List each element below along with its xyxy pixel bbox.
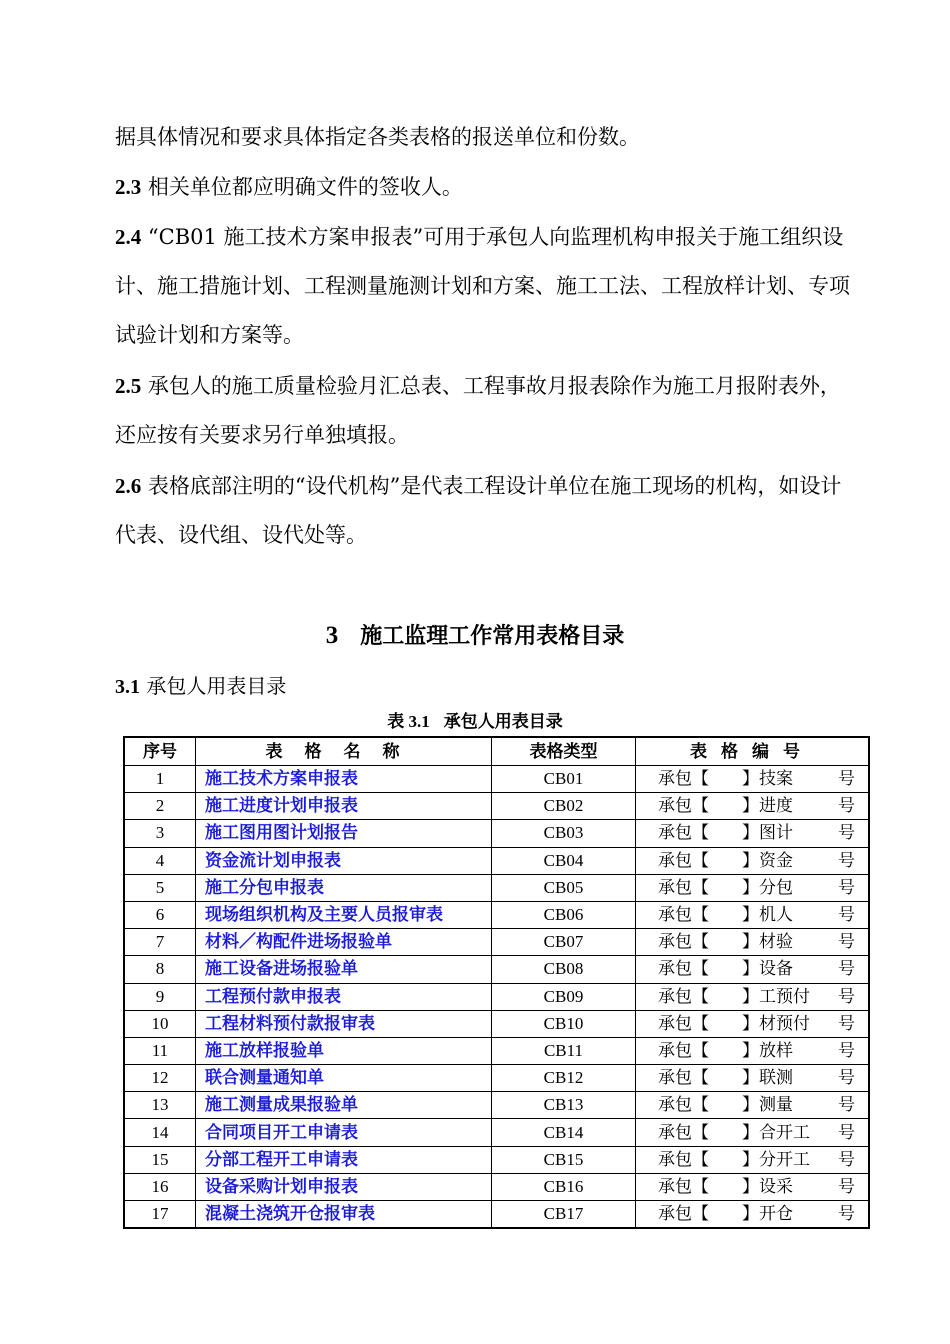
- form-name-link[interactable]: 施工进度计划申报表: [196, 793, 492, 820]
- form-code: [636, 1010, 870, 1037]
- table-row: [124, 1201, 869, 1229]
- row-index: 17: [124, 1201, 196, 1229]
- code-bracket: 】: [742, 1149, 759, 1170]
- code-suffix: 号: [838, 796, 855, 817]
- code-abbrev: [742, 1066, 838, 1090]
- code-value: 工预付: [759, 986, 810, 1007]
- row-index: 2: [124, 793, 196, 820]
- form-type: CB02: [492, 793, 636, 820]
- form-type: CB17: [492, 1201, 636, 1229]
- code-bracket: 】: [742, 905, 759, 926]
- table-header-row: [124, 737, 869, 766]
- code-suffix: 号: [838, 1122, 855, 1143]
- code-value: 技案: [759, 769, 793, 790]
- row-index: 4: [124, 847, 196, 874]
- table-caption-title: 承包人用表目录: [443, 712, 563, 732]
- form-type: CB07: [492, 929, 636, 956]
- paragraph-2-4: [115, 213, 860, 360]
- paragraph-2-5: [115, 362, 860, 460]
- table-row: [124, 901, 869, 928]
- form-code: [636, 1119, 870, 1146]
- section-heading: [0, 618, 950, 654]
- form-type: CB05: [492, 874, 636, 901]
- form-type: CB04: [492, 847, 636, 874]
- form-code: [636, 1146, 870, 1173]
- table-row: [124, 983, 869, 1010]
- form-name-link[interactable]: 施工放样报验单: [196, 1037, 492, 1064]
- code-prefix: 承包【: [658, 1122, 709, 1143]
- code-bracket: 】: [742, 796, 759, 817]
- code-bracket: 】: [742, 1013, 759, 1034]
- form-type: CB09: [492, 983, 636, 1010]
- form-type: CB12: [492, 1065, 636, 1092]
- table-row: [124, 847, 869, 874]
- code-value: 机人: [759, 905, 793, 926]
- row-index: 16: [124, 1173, 196, 1200]
- code-bracket: 】: [742, 1068, 759, 1089]
- code-bracket: 】: [742, 877, 759, 898]
- form-code: [636, 929, 870, 956]
- form-code: [636, 1092, 870, 1119]
- code-suffix: 号: [838, 986, 855, 1007]
- form-type: CB16: [492, 1173, 636, 1200]
- subsection-title: 承包人用表目录: [146, 674, 287, 698]
- code-prefix: 承包【: [658, 986, 709, 1007]
- code-abbrev: [742, 957, 838, 981]
- form-name-link[interactable]: 施工技术方案申报表: [196, 766, 492, 793]
- code-abbrev: [742, 849, 838, 873]
- code-bracket: 】: [742, 1122, 759, 1143]
- section-number: 3: [325, 622, 339, 649]
- header-code: 表格编号: [636, 737, 870, 766]
- code-prefix: 承包【: [658, 823, 709, 844]
- table-row: [124, 1092, 869, 1119]
- form-code: [636, 1065, 870, 1092]
- form-code: [636, 847, 870, 874]
- code-suffix: 号: [838, 1013, 855, 1034]
- form-type: CB10: [492, 1010, 636, 1037]
- section-title: 施工监理工作常用表格目录: [360, 623, 625, 649]
- form-name-link[interactable]: 施工分包申报表: [196, 874, 492, 901]
- table-row: [124, 766, 869, 793]
- form-code: [636, 1201, 870, 1229]
- form-type: CB06: [492, 901, 636, 928]
- code-value: 进度: [759, 796, 793, 817]
- code-value: 材验: [759, 932, 793, 953]
- form-name-link[interactable]: 工程材料预付款报审表: [196, 1010, 492, 1037]
- code-abbrev: [742, 1148, 838, 1172]
- code-abbrev: [742, 821, 838, 845]
- code-prefix: 承包【: [658, 850, 709, 871]
- code-suffix: 号: [838, 932, 855, 953]
- paragraph-text: 表格底部注明的“设代机构”是代表工程设计单位在施工现场的机构，如设计代表、设代组、设代处等。: [115, 474, 842, 547]
- code-abbrev: [742, 876, 838, 900]
- code-value: 分包: [759, 877, 793, 898]
- header-type: 表格类型: [492, 737, 636, 766]
- table-row: [124, 929, 869, 956]
- code-bracket: 】: [742, 959, 759, 980]
- table-body: [124, 766, 869, 1229]
- code-suffix: 号: [838, 905, 855, 926]
- form-name-link[interactable]: 材料／构配件进场报验单: [196, 929, 492, 956]
- code-suffix: 号: [838, 1095, 855, 1116]
- row-index: 12: [124, 1065, 196, 1092]
- code-value: 放样: [759, 1040, 793, 1061]
- form-type: CB14: [492, 1119, 636, 1146]
- form-code: [636, 956, 870, 983]
- table-caption: [0, 709, 950, 735]
- form-code: [636, 874, 870, 901]
- code-prefix: 承包【: [658, 959, 709, 980]
- code-suffix: 号: [838, 959, 855, 980]
- code-bracket: 】: [742, 823, 759, 844]
- row-index: 1: [124, 766, 196, 793]
- form-code: [636, 1173, 870, 1200]
- paragraph-number: 2.3: [115, 175, 142, 199]
- table-row: [124, 1173, 869, 1200]
- form-type: CB01: [492, 766, 636, 793]
- table-row: [124, 874, 869, 901]
- header-name: 表格名称: [196, 737, 492, 766]
- code-abbrev: [742, 1121, 838, 1145]
- code-abbrev: [742, 1012, 838, 1036]
- code-abbrev: [742, 1202, 838, 1226]
- paragraph-2-3: [115, 163, 860, 212]
- code-value: 开仓: [759, 1204, 793, 1225]
- form-name-link[interactable]: 施工测量成果报验单: [196, 1092, 492, 1119]
- code-abbrev: [742, 794, 838, 818]
- code-suffix: 号: [838, 850, 855, 871]
- form-name-link[interactable]: 联合测量通知单: [196, 1065, 492, 1092]
- paragraph-number: 2.5: [115, 374, 142, 398]
- code-abbrev: [742, 1093, 838, 1117]
- code-bracket: 】: [742, 986, 759, 1007]
- code-value: 设备: [759, 959, 793, 980]
- paragraph-number: 2.6: [115, 474, 142, 498]
- row-index: 3: [124, 820, 196, 847]
- code-suffix: 号: [838, 1068, 855, 1089]
- code-value: 合开工: [759, 1122, 810, 1143]
- table-row: [124, 1010, 869, 1037]
- form-type: CB11: [492, 1037, 636, 1064]
- code-bracket: 】: [742, 1176, 759, 1197]
- code-suffix: 号: [838, 823, 855, 844]
- row-index: 8: [124, 956, 196, 983]
- subsection-heading: [115, 670, 286, 703]
- code-prefix: 承包【: [658, 1176, 709, 1197]
- code-prefix: 承包【: [658, 1149, 709, 1170]
- code-bracket: 】: [742, 1095, 759, 1116]
- code-bracket: 】: [742, 769, 759, 790]
- code-suffix: 号: [838, 877, 855, 898]
- form-name-link[interactable]: 工程预付款申报表: [196, 983, 492, 1010]
- code-prefix: 承包【: [658, 932, 709, 953]
- table-row: [124, 956, 869, 983]
- code-bracket: 】: [742, 1204, 759, 1225]
- code-prefix: 承包【: [658, 1095, 709, 1116]
- code-prefix: 承包【: [658, 877, 709, 898]
- form-name-link[interactable]: 分部工程开工申请表: [196, 1146, 492, 1173]
- code-suffix: 号: [838, 1204, 855, 1225]
- code-abbrev: [742, 930, 838, 954]
- paragraph-2-6: [115, 462, 860, 560]
- code-prefix: 承包【: [658, 1204, 709, 1225]
- code-prefix: 承包【: [658, 769, 709, 790]
- form-catalog-table: [123, 736, 870, 1229]
- code-value: 分开工: [759, 1149, 810, 1170]
- form-type: CB08: [492, 956, 636, 983]
- row-index: 14: [124, 1119, 196, 1146]
- code-abbrev: [742, 1039, 838, 1063]
- code-value: 设采: [759, 1176, 793, 1197]
- table-row: [124, 1065, 869, 1092]
- code-prefix: 承包【: [658, 796, 709, 817]
- table-row: [124, 1037, 869, 1064]
- code-prefix: 承包【: [658, 1068, 709, 1089]
- form-code: [636, 820, 870, 847]
- code-prefix: 承包【: [658, 1040, 709, 1061]
- code-abbrev: [742, 903, 838, 927]
- paragraph-text: “CB01 施工技术方案申报表”可用于承包人向监理机构申报关于施工组织设计、施工措施计划、工程测量施测计划和方案、施工工法、工程放样计划、专项试验计划和方案等。: [115, 225, 850, 347]
- form-name-link[interactable]: 资金流计划申报表: [196, 847, 492, 874]
- form-code: [636, 793, 870, 820]
- header-index: 序号: [124, 737, 196, 766]
- row-index: 11: [124, 1037, 196, 1064]
- row-index: 10: [124, 1010, 196, 1037]
- form-code: [636, 983, 870, 1010]
- code-bracket: 】: [742, 1040, 759, 1061]
- code-bracket: 】: [742, 932, 759, 953]
- table-row: [124, 820, 869, 847]
- table-row: [124, 1119, 869, 1146]
- code-suffix: 号: [838, 1176, 855, 1197]
- code-bracket: 】: [742, 850, 759, 871]
- table-row: [124, 1146, 869, 1173]
- table-row: [124, 793, 869, 820]
- code-value: 联测: [759, 1068, 793, 1089]
- code-value: 资金: [759, 850, 793, 871]
- code-abbrev: [742, 1175, 838, 1199]
- row-index: 13: [124, 1092, 196, 1119]
- code-value: 测量: [759, 1095, 793, 1116]
- code-abbrev: [742, 767, 838, 791]
- row-index: 5: [124, 874, 196, 901]
- form-type: CB13: [492, 1092, 636, 1119]
- form-type: CB03: [492, 820, 636, 847]
- form-type: CB15: [492, 1146, 636, 1173]
- paragraph-intro: [115, 113, 860, 162]
- form-code: [636, 766, 870, 793]
- form-name-link[interactable]: 施工设备进场报验单: [196, 956, 492, 983]
- code-value: 图计: [759, 823, 793, 844]
- code-suffix: 号: [838, 1040, 855, 1061]
- form-code: [636, 901, 870, 928]
- form-name-link[interactable]: 现场组织机构及主要人员报审表: [196, 901, 492, 928]
- form-name-link[interactable]: 混凝土浇筑开仓报审表: [196, 1201, 492, 1229]
- form-code: [636, 1037, 870, 1064]
- paragraph-text: 承包人的施工质量检验月汇总表、工程事故月报表除作为施工月报附表外，还应按有关要求另行单独填报。: [115, 374, 841, 447]
- subsection-number: 3.1: [115, 676, 140, 698]
- form-name-link[interactable]: 合同项目开工申请表: [196, 1119, 492, 1146]
- paragraph-text: 相关单位都应明确文件的签收人。: [141, 175, 463, 199]
- paragraph-number: 2.4: [115, 225, 142, 249]
- form-name-link[interactable]: 设备采购计划申报表: [196, 1173, 492, 1200]
- table-caption-number: 表 3.1: [387, 712, 430, 731]
- code-suffix: 号: [838, 1149, 855, 1170]
- code-value: 材预付: [759, 1013, 810, 1034]
- row-index: 6: [124, 901, 196, 928]
- form-name-link[interactable]: 施工图用图计划报告: [196, 820, 492, 847]
- code-suffix: 号: [838, 769, 855, 790]
- paragraph-text: 据具体情况和要求具体指定各类表格的报送单位和份数。: [115, 125, 640, 149]
- code-prefix: 承包【: [658, 905, 709, 926]
- row-index: 15: [124, 1146, 196, 1173]
- code-abbrev: [742, 985, 838, 1009]
- row-index: 9: [124, 983, 196, 1010]
- code-prefix: 承包【: [658, 1013, 709, 1034]
- row-index: 7: [124, 929, 196, 956]
